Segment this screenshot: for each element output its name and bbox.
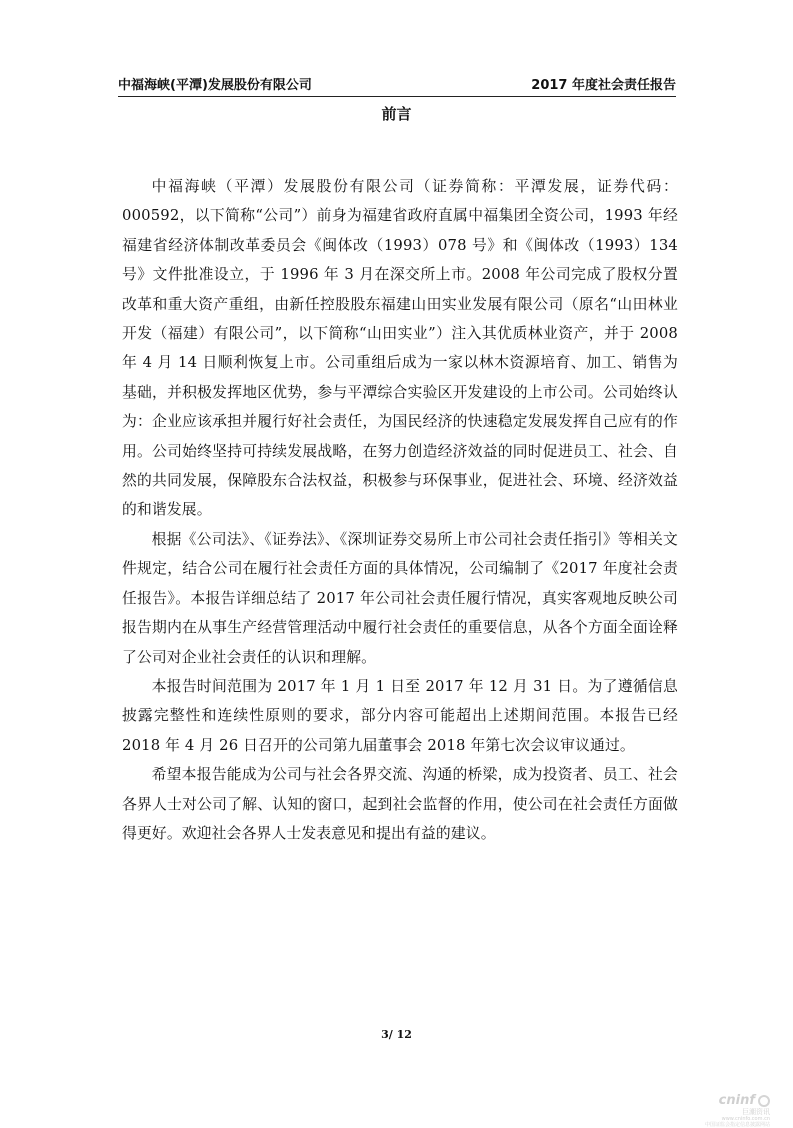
cninfo-logo-text: cninf [718,1093,755,1108]
cninfo-tagline: 中国证监会指定信息披露网站 [704,1122,770,1128]
paragraph-closing: 希望本报告能成为公司与社会各界交流、沟通的桥梁，成为投资者、员工、社会各界人士对公司了解、认知的窗口，起到社会监督的作用，使公司在社会责任方面做得更好。欢迎社会各界人士发表意见和提出有益的建议。 [122,766,678,842]
document-body [122,172,678,848]
page-header [118,78,676,97]
section-title: 前言 [381,105,412,123]
cninfo-watermark [700,1093,770,1128]
paragraph-company-intro: 中福海峡（平潭）发展股份有限公司（证券简称：平潭发展，证券代码：000592，以下简称“公司”）前身为福建省政府直属中福集团全资公司，1993 年经福建省经济体制改革委员会《闽体改（1993）078 号》和《闽体改（1993）134 号》文件批准设立，于 1996 年 3 月在深交所上市。2008 年公司完成了股权分置改革和重大资产重组，由新任控股股东福建山田实业发展有限公司（原名“山田林业开发（福建）有限公司”，以下简称“山田实业”）注入其优质林业资产，并于 2008 年 4 月 14 日顺利恢复上市。公司重组后成为一家以林木资源培育、加工、销售为基础，并积极发挥地区优势，参与平潭综合实验区开发建设的上市公司。公司始终认为：企业应该承担并履行好社会责任，为国民经济的快速稳定发展发挥自己应有的作用。公司始终坚持可持续发展战略，在努力创造经济效益的同时促进员工、社会、自然的共同发展，保障股东合法权益，积极参与环保事业，促进社会、环境、经济效益的和谐发展。 [122,178,678,519]
cninfo-name: 巨潮资讯 [742,1108,770,1116]
header-company-name: 中福海峡(平潭)发展股份有限公司 [118,78,312,93]
cninfo-logo [700,1093,770,1108]
page-number: 3/ 12 [381,1028,412,1041]
cninfo-url: www.cninfo.com.cn [721,1116,770,1122]
cninfo-logo-icon [758,1095,770,1107]
paragraph-report-period: 本报告时间范围为 2017 年 1 月 1 日至 2017 年 12 月 31 日。为了遵循信息披露完整性和连续性原则的要求，部分内容可能超出上述期间范围。本报告已经 2018 年 4 月 26 日召开的公司第九届董事会 2018 年第七次会议审议通过。 [122,677,678,754]
paragraph-report-basis: 根据《公司法》、《证券法》、《深圳证券交易所上市公司社会责任指引》等相关文件规定，结合公司在履行社会责任方面的具体情况，公司编制了《2017 年度社会责任报告》。本报告详细总结了 2017 年公司社会责任履行情况，真实客观地反映公司报告期内在从事生产经营管理活动中履行社会责任的重要信息，从各个方面全面诠释了公司对企业社会责任的认识和理解。 [122,530,678,666]
header-report-title: 2017 年度社会责任报告 [531,78,676,93]
